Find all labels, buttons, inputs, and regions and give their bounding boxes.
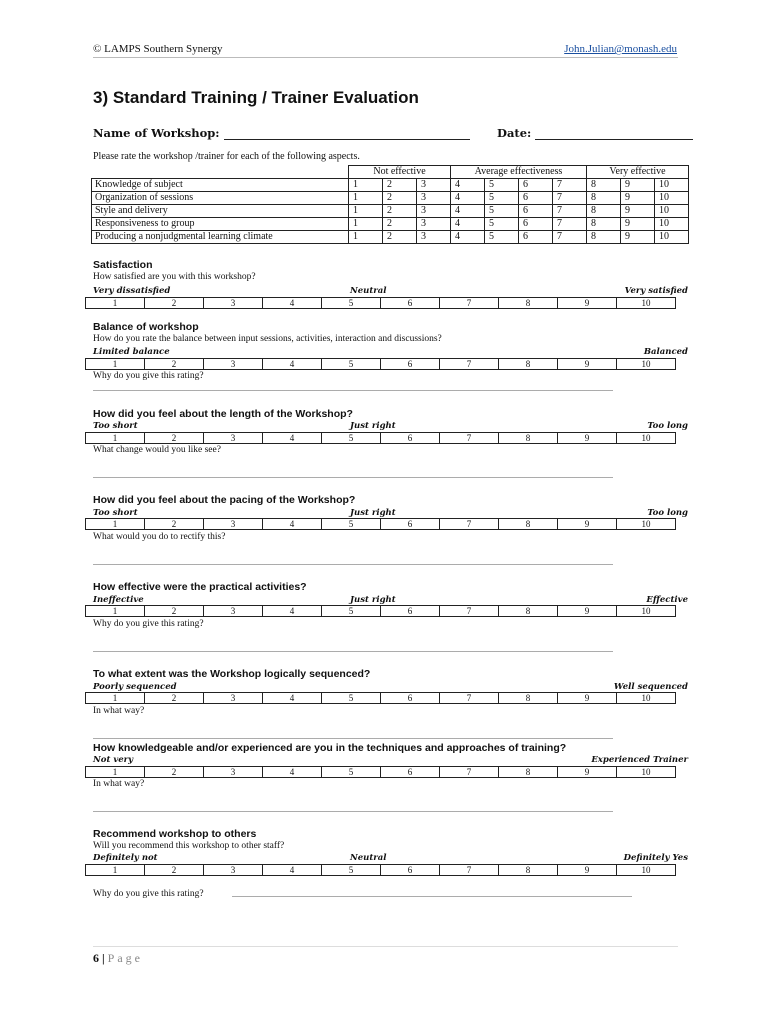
rating-option[interactable]: 6 xyxy=(381,693,440,704)
rating-option[interactable]: 8 xyxy=(499,693,558,704)
rating-option[interactable]: 4 xyxy=(451,179,485,192)
page-label: Page xyxy=(107,951,143,965)
rating-option[interactable]: 10 xyxy=(617,359,676,370)
rating-option[interactable]: 4 xyxy=(263,433,322,444)
rating-option[interactable]: 3 xyxy=(417,179,451,192)
rating-option[interactable]: 3 xyxy=(204,606,263,617)
rating-option[interactable]: 10 xyxy=(617,693,676,704)
rating-option[interactable]: 6 xyxy=(519,218,553,231)
aspects-rating-table xyxy=(91,165,689,244)
follow-up-question: In what way? xyxy=(93,779,145,789)
section-title: To what extent was the Workshop logically sequenced? xyxy=(93,668,371,680)
rating-option[interactable]: 7 xyxy=(440,865,499,876)
rating-option[interactable]: 7 xyxy=(553,192,587,205)
group-very-effective: Very effective xyxy=(587,166,689,179)
scale-anchor-left: Too short xyxy=(93,508,138,518)
rating-option[interactable]: 7 xyxy=(553,179,587,192)
group-not-effective: Not effective xyxy=(349,166,451,179)
rating-option[interactable]: 4 xyxy=(263,519,322,530)
rating-option[interactable]: 10 xyxy=(655,231,689,244)
scale-anchor-right: Experienced Trainer xyxy=(591,755,688,765)
rating-option[interactable]: 10 xyxy=(617,767,676,778)
rating-option[interactable]: 1 xyxy=(86,693,145,704)
follow-up-question: In what way? xyxy=(93,706,145,716)
rating-option[interactable]: 1 xyxy=(86,519,145,530)
rating-option[interactable]: 2 xyxy=(145,519,204,530)
rating-option[interactable]: 5 xyxy=(322,519,381,530)
rating-option[interactable]: 10 xyxy=(617,519,676,530)
rating-option[interactable]: 3 xyxy=(417,218,451,231)
follow-up-question: Why do you give this rating? xyxy=(93,619,204,629)
header-copyright: © LAMPS Southern Synergy xyxy=(93,43,223,55)
rating-option[interactable]: 9 xyxy=(558,433,617,444)
rating-option[interactable]: 7 xyxy=(553,231,587,244)
aspect-row xyxy=(92,205,689,218)
rating-option[interactable]: 4 xyxy=(451,192,485,205)
rating-option[interactable]: 3 xyxy=(204,865,263,876)
rating-option[interactable]: 9 xyxy=(558,359,617,370)
rating-option[interactable]: 8 xyxy=(587,231,621,244)
rating-option[interactable]: 8 xyxy=(499,298,558,309)
rating-option[interactable]: 2 xyxy=(145,693,204,704)
footer-divider xyxy=(93,946,678,947)
aspect-label: Style and delivery xyxy=(92,205,349,218)
section-title: Recommend workshop to others xyxy=(93,828,257,840)
rating-option[interactable]: 2 xyxy=(383,231,417,244)
rating-option[interactable]: 10 xyxy=(617,606,676,617)
rating-option[interactable]: 10 xyxy=(617,865,676,876)
rating-option[interactable]: 3 xyxy=(417,192,451,205)
rating-option[interactable]: 6 xyxy=(381,433,440,444)
rating-scale-row xyxy=(86,693,676,704)
scale-anchor-right: Effective xyxy=(646,595,688,605)
rating-option[interactable]: 9 xyxy=(621,192,655,205)
response-line[interactable]: .................................................................................................................................................................................................................................................................... xyxy=(93,645,613,654)
rating-option[interactable]: 9 xyxy=(558,865,617,876)
rating-scale-row xyxy=(86,606,676,617)
rating-option[interactable]: 4 xyxy=(451,218,485,231)
rating-scale xyxy=(85,692,676,704)
rating-scale xyxy=(85,358,676,370)
rating-option[interactable]: 3 xyxy=(204,767,263,778)
follow-up-question: What would you do to rectify this? xyxy=(93,532,226,542)
rating-option[interactable]: 7 xyxy=(440,298,499,309)
rating-option[interactable]: 10 xyxy=(617,433,676,444)
rating-option[interactable]: 8 xyxy=(587,205,621,218)
rating-option[interactable]: 3 xyxy=(204,298,263,309)
rating-option[interactable]: 5 xyxy=(322,433,381,444)
scale-anchor-right: Too long xyxy=(647,508,688,518)
rating-option[interactable]: 3 xyxy=(204,433,263,444)
rating-option[interactable]: 5 xyxy=(322,298,381,309)
section-title: Balance of workshop xyxy=(93,321,199,333)
rating-option[interactable]: 1 xyxy=(86,359,145,370)
rating-option[interactable]: 4 xyxy=(263,693,322,704)
section-title: Satisfaction xyxy=(93,259,153,271)
rating-option[interactable]: 8 xyxy=(499,767,558,778)
rating-option[interactable]: 1 xyxy=(349,218,383,231)
rating-option[interactable]: 5 xyxy=(485,179,519,192)
rating-option[interactable]: 7 xyxy=(440,693,499,704)
rating-option[interactable]: 5 xyxy=(322,606,381,617)
rating-option[interactable]: 6 xyxy=(519,205,553,218)
response-line[interactable]: .................................................................................................................................................................................................................................................................... xyxy=(93,384,613,393)
scale-anchor-right: Definitely Yes xyxy=(623,853,688,863)
rating-option[interactable]: 6 xyxy=(381,519,440,530)
rating-option[interactable]: 5 xyxy=(322,865,381,876)
rating-option[interactable]: 2 xyxy=(145,298,204,309)
rating-option[interactable]: 5 xyxy=(485,205,519,218)
scale-anchor-middle: Just right xyxy=(350,508,396,518)
rating-option[interactable]: 7 xyxy=(440,359,499,370)
rating-scale xyxy=(85,432,676,444)
workshop-name-input[interactable] xyxy=(224,128,470,140)
rating-option[interactable]: 7 xyxy=(553,205,587,218)
rating-option[interactable]: 1 xyxy=(86,433,145,444)
rating-option[interactable]: 6 xyxy=(519,192,553,205)
section-question: How satisfied are you with this workshop? xyxy=(93,272,256,282)
aspect-label: Producing a nonjudgmental learning climate xyxy=(92,231,349,244)
rating-option[interactable]: 9 xyxy=(621,205,655,218)
rating-option[interactable]: 5 xyxy=(485,192,519,205)
date-input[interactable] xyxy=(535,128,693,140)
date-label: Date: xyxy=(497,126,532,140)
rating-option[interactable]: 3 xyxy=(204,693,263,704)
scale-anchor-right: Very satisfied xyxy=(624,286,688,296)
rating-option[interactable]: 7 xyxy=(553,218,587,231)
scale-anchor-right: Balanced xyxy=(643,347,688,357)
section-question: How do you rate the balance between input sessions, activities, interaction and discussions? xyxy=(93,334,442,344)
rating-option[interactable]: 7 xyxy=(440,606,499,617)
rating-option[interactable]: 4 xyxy=(263,606,322,617)
rating-option[interactable]: 9 xyxy=(621,179,655,192)
header-email-link[interactable]: John.Julian@monash.edu xyxy=(564,43,677,55)
aspect-rows xyxy=(92,179,689,244)
rating-option[interactable]: 1 xyxy=(349,231,383,244)
section-title: How did you feel about the length of the Workshop? xyxy=(93,408,353,420)
rating-option[interactable]: 8 xyxy=(499,359,558,370)
rating-option[interactable]: 3 xyxy=(204,519,263,530)
rating-option[interactable]: 10 xyxy=(655,218,689,231)
scale-anchor-middle: Just right xyxy=(350,595,396,605)
group-average: Average effectiveness xyxy=(451,166,587,179)
rating-option[interactable]: 8 xyxy=(587,218,621,231)
rating-option[interactable]: 9 xyxy=(621,218,655,231)
rating-option[interactable]: 5 xyxy=(322,693,381,704)
rating-option[interactable]: 9 xyxy=(558,767,617,778)
page-number: 6 xyxy=(93,951,99,965)
rating-option[interactable]: 2 xyxy=(383,205,417,218)
rating-option[interactable]: 2 xyxy=(145,865,204,876)
rating-scale-row xyxy=(86,519,676,530)
aspect-label: Knowledge of subject xyxy=(92,179,349,192)
header-divider xyxy=(93,57,678,58)
section-title: How knowledgeable and/or experienced are you in the techniques and approaches of training? xyxy=(93,742,567,754)
scale-anchor-left: Too short xyxy=(93,421,138,431)
rating-option[interactable]: 6 xyxy=(381,865,440,876)
rating-option[interactable]: 1 xyxy=(86,865,145,876)
rating-option[interactable]: 4 xyxy=(263,298,322,309)
rating-option[interactable]: 10 xyxy=(617,298,676,309)
rating-scale-row xyxy=(86,767,676,778)
rating-option[interactable]: 8 xyxy=(587,192,621,205)
section-question: Will you recommend this workshop to other staff? xyxy=(93,841,285,851)
rating-option[interactable]: 3 xyxy=(417,205,451,218)
scale-anchor-right: Well sequenced xyxy=(613,682,688,692)
empty-cell xyxy=(92,166,349,179)
rating-option[interactable]: 2 xyxy=(383,192,417,205)
rating-option[interactable]: 8 xyxy=(499,433,558,444)
rating-scale-row xyxy=(86,298,676,309)
rating-option[interactable]: 10 xyxy=(655,192,689,205)
rating-scale-row xyxy=(86,359,676,370)
scale-anchor-left: Ineffective xyxy=(93,595,144,605)
rating-option[interactable]: 8 xyxy=(499,606,558,617)
rating-option[interactable]: 2 xyxy=(145,359,204,370)
response-line[interactable]: .................................................................................................................................................................................................................................................................... xyxy=(93,558,613,567)
rating-option[interactable]: 2 xyxy=(145,433,204,444)
aspect-row xyxy=(92,179,689,192)
intro-text: Please rate the workshop /trainer for each of the following aspects. xyxy=(93,151,360,162)
scale-anchor-left: Very dissatisfied xyxy=(93,286,171,296)
rating-option[interactable]: 4 xyxy=(263,767,322,778)
rating-option[interactable]: 9 xyxy=(558,693,617,704)
rating-option[interactable]: 6 xyxy=(381,298,440,309)
scale-anchor-left: Limited balance xyxy=(93,347,170,357)
rating-option[interactable]: 6 xyxy=(381,767,440,778)
page-footer xyxy=(93,951,143,966)
rating-option[interactable]: 9 xyxy=(558,606,617,617)
rating-scale xyxy=(85,605,676,617)
rating-option[interactable]: 1 xyxy=(349,192,383,205)
rating-option[interactable]: 3 xyxy=(204,359,263,370)
page-sep: | xyxy=(102,951,105,965)
workshop-name-label: Name of Workshop: xyxy=(93,126,220,140)
follow-up-question: What change would you like see? xyxy=(93,445,221,455)
aspect-row xyxy=(92,192,689,205)
response-line[interactable]: .................................................................................................................................................................................................................................................................... xyxy=(93,471,613,480)
rating-option[interactable]: 1 xyxy=(86,606,145,617)
rating-option[interactable]: 1 xyxy=(86,298,145,309)
rating-scale xyxy=(85,518,676,530)
rating-option[interactable]: 2 xyxy=(145,606,204,617)
rating-scale xyxy=(85,864,676,876)
rating-option[interactable]: 7 xyxy=(440,433,499,444)
response-line[interactable]: ........................................................................................................................................................................................................ xyxy=(232,890,632,899)
scale-anchor-middle: Neutral xyxy=(350,853,387,863)
rating-option[interactable]: 4 xyxy=(451,205,485,218)
aspect-label: Responsiveness to group xyxy=(92,218,349,231)
rating-scale-row xyxy=(86,865,676,876)
rating-option[interactable]: 1 xyxy=(349,179,383,192)
follow-up-question: Why do you give this rating? xyxy=(93,371,204,381)
rating-scale xyxy=(85,766,676,778)
rating-option[interactable]: 2 xyxy=(383,179,417,192)
workshop-name-field xyxy=(93,126,470,140)
rating-option[interactable]: 7 xyxy=(440,519,499,530)
scale-anchor-left: Not very xyxy=(93,755,134,765)
response-line[interactable]: .................................................................................................................................................................................................................................................................... xyxy=(93,732,613,741)
rating-option[interactable]: 7 xyxy=(440,767,499,778)
rating-option[interactable]: 10 xyxy=(655,205,689,218)
rating-option[interactable]: 5 xyxy=(322,359,381,370)
rating-option[interactable]: 6 xyxy=(519,179,553,192)
aspect-label: Organization of sessions xyxy=(92,192,349,205)
section-title: How did you feel about the pacing of the Workshop? xyxy=(93,494,356,506)
scale-anchor-right: Too long xyxy=(647,421,688,431)
scale-anchor-middle: Neutral xyxy=(350,286,387,296)
rating-option[interactable]: 9 xyxy=(558,298,617,309)
follow-up-question: Why do you give this rating? xyxy=(93,889,204,899)
aspects-header-row xyxy=(92,166,689,179)
rating-scale xyxy=(85,297,676,309)
rating-option[interactable]: 8 xyxy=(499,519,558,530)
scale-anchor-middle: Just right xyxy=(350,421,396,431)
rating-option[interactable]: 3 xyxy=(417,231,451,244)
rating-option[interactable]: 4 xyxy=(263,359,322,370)
response-line[interactable]: .................................................................................................................................................................................................................................................................... xyxy=(93,805,613,814)
aspect-row xyxy=(92,231,689,244)
rating-option[interactable]: 8 xyxy=(499,865,558,876)
rating-option[interactable]: 6 xyxy=(519,231,553,244)
rating-option[interactable]: 4 xyxy=(263,865,322,876)
page-title: 3) Standard Training / Trainer Evaluation xyxy=(93,88,419,107)
rating-option[interactable]: 8 xyxy=(587,179,621,192)
rating-option[interactable]: 1 xyxy=(349,205,383,218)
date-field xyxy=(497,126,693,140)
rating-option[interactable]: 5 xyxy=(322,767,381,778)
rating-option[interactable]: 5 xyxy=(485,231,519,244)
rating-option[interactable]: 5 xyxy=(485,218,519,231)
rating-scale-row xyxy=(86,433,676,444)
rating-option[interactable]: 2 xyxy=(145,767,204,778)
rating-option[interactable]: 1 xyxy=(86,767,145,778)
aspect-row xyxy=(92,218,689,231)
section-title: How effective were the practical activities? xyxy=(93,581,307,593)
rating-option[interactable]: 6 xyxy=(381,606,440,617)
rating-option[interactable]: 9 xyxy=(621,231,655,244)
rating-option[interactable]: 10 xyxy=(655,179,689,192)
rating-option[interactable]: 2 xyxy=(383,218,417,231)
rating-option[interactable]: 9 xyxy=(558,519,617,530)
scale-anchor-left: Poorly sequenced xyxy=(93,682,177,692)
rating-option[interactable]: 6 xyxy=(381,359,440,370)
rating-option[interactable]: 4 xyxy=(451,231,485,244)
scale-anchor-left: Definitely not xyxy=(93,853,158,863)
